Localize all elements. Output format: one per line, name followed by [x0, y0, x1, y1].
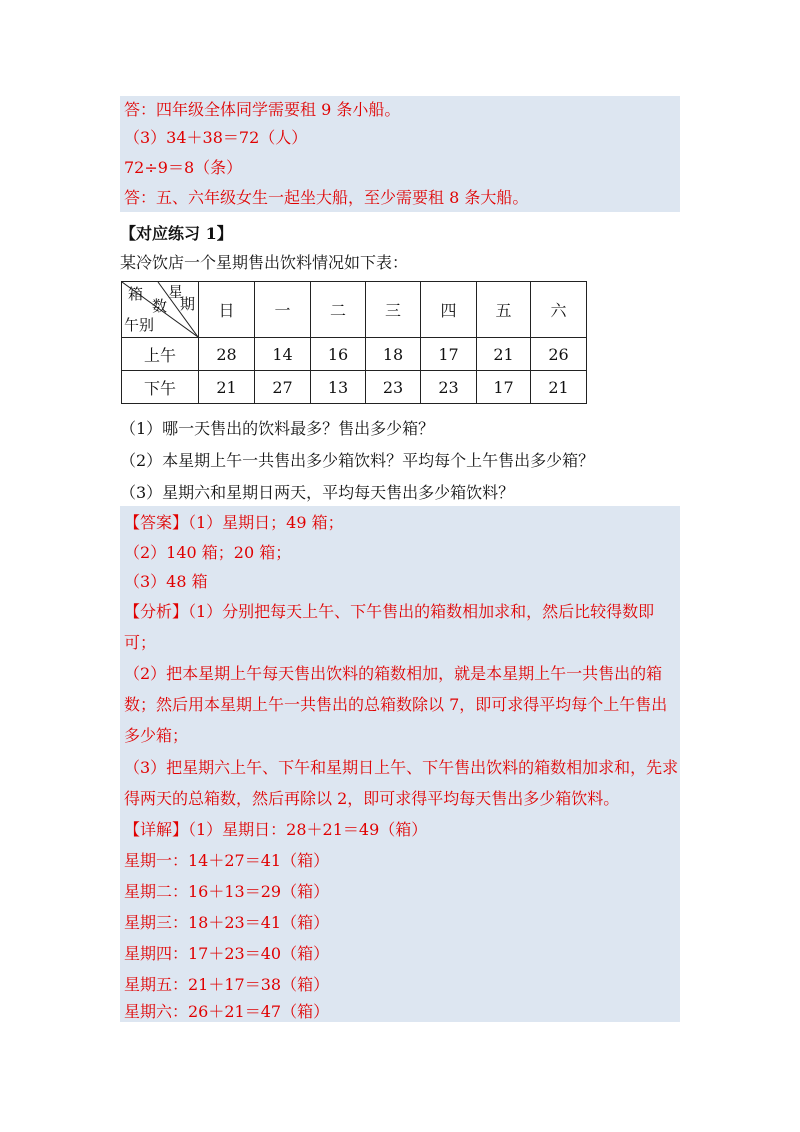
table-cell: 23: [421, 371, 477, 404]
analysis-line: 数；然后用本星期上午一共售出的总箱数除以 7，即可求得平均每个上午售出: [124, 695, 668, 714]
section-title: 【对应练习 1】: [120, 224, 233, 243]
day-cell: 五: [477, 282, 531, 338]
answer-line: （2）140 箱；20 箱；: [124, 543, 292, 562]
table-cell: 17: [421, 338, 477, 371]
table-cell: 28: [199, 338, 255, 371]
table-row: [122, 371, 587, 404]
detail-line: 星期六：26＋21＝47（箱）: [124, 1002, 330, 1021]
day-cell: 日: [199, 282, 255, 338]
detail-line: 星期四：17＋23＝40（箱）: [124, 944, 330, 963]
detail-line: 星期二：16＋13＝29（箱）: [124, 882, 330, 901]
table-corner-cell: [122, 282, 199, 338]
table-cell: 14: [255, 338, 311, 371]
table-cell: 17: [477, 371, 531, 404]
table-row: [122, 338, 587, 371]
analysis-line: 【分析】（1）分别把每天上午、下午售出的箱数相加求和，然后比较得数即: [124, 602, 655, 621]
table-cell: 27: [255, 371, 311, 404]
detail-line: 星期一：14＋27＝41（箱）: [124, 851, 330, 870]
table-cell: 23: [366, 371, 421, 404]
day-cell: 四: [421, 282, 477, 338]
analysis-line: （3）把星期六上午、下午和星期日上午、下午售出饮料的箱数相加求和，先求: [124, 758, 679, 777]
answer-line: 【答案】（1）星期日；49 箱；: [124, 513, 344, 532]
day-cell: 三: [366, 282, 421, 338]
top-answer-block: [120, 96, 680, 212]
table-cell: 21: [477, 338, 531, 371]
table-cell: 21: [531, 371, 587, 404]
day-cell: 二: [311, 282, 366, 338]
row-label: 上午: [122, 338, 199, 371]
table-cell: 16: [311, 338, 366, 371]
detail-line: 星期五：21＋17＝38（箱）: [124, 975, 330, 994]
answer-analysis-block: [120, 506, 680, 1022]
corner-label-bottom: 午别: [124, 316, 155, 334]
sales-table: [121, 281, 587, 404]
table-header-row: [122, 282, 587, 338]
corner-label-top2: 期: [180, 295, 196, 313]
table-cell: 21: [199, 371, 255, 404]
analysis-line: （2）把本星期上午每天售出饮料的箱数相加，就是本星期上午一共售出的箱: [124, 664, 663, 683]
answer-line: （3）48 箱: [124, 572, 208, 591]
answer-line: 答：五、六年级女生一起坐大船，至少需要租 8 条大船。: [124, 188, 529, 207]
day-cell: 一: [255, 282, 311, 338]
analysis-line: 多少箱；: [124, 726, 189, 745]
corner-label-top: 星: [168, 283, 184, 301]
detail-line: 【详解】（1）星期日：28＋21＝49（箱）: [124, 820, 428, 839]
table-cell: 26: [531, 338, 587, 371]
solution-line: 72÷9＝8（条）: [124, 158, 243, 177]
intro-text: 某冷饮店一个星期售出饮料情况如下表：: [120, 253, 409, 272]
answer-line: 答：四年级全体同学需要租 9 条小船。: [124, 100, 401, 119]
row-label: 下午: [122, 371, 199, 404]
corner-label-mid2: 数: [152, 297, 168, 315]
question-2: （2）本星期上午一共售出多少箱饮料？平均每个上午售出多少箱？: [120, 451, 595, 470]
table-cell: 13: [311, 371, 366, 404]
question-3: （3）星期六和星期日两天，平均每天售出多少箱饮料？: [120, 483, 515, 502]
solution-line: （3）34＋38＝72（人）: [124, 128, 308, 147]
corner-label-mid: 箱: [128, 285, 144, 303]
table-cell: 18: [366, 338, 421, 371]
analysis-line: 可；: [124, 633, 157, 652]
question-1: （1）哪一天售出的饮料最多？售出多少箱？: [120, 419, 435, 438]
analysis-line: 得两天的总箱数，然后再除以 2，即可求得平均每天售出多少箱饮料。: [124, 789, 620, 808]
detail-line: 星期三：18＋23＝41（箱）: [124, 913, 330, 932]
day-cell: 六: [531, 282, 587, 338]
